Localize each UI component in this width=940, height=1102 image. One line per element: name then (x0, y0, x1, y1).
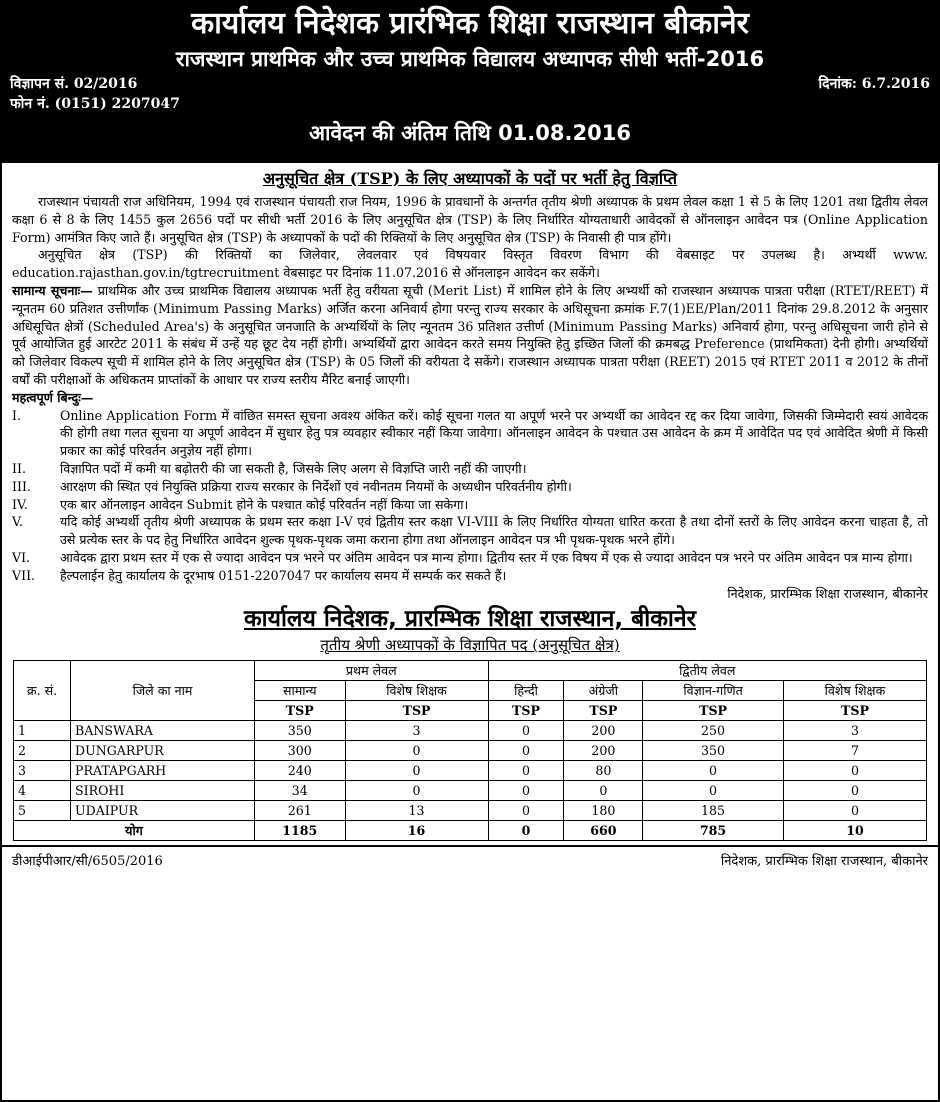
tsp-label: TSP (488, 701, 564, 721)
cell-science-math: 0 (643, 781, 784, 801)
item-text: आरक्षण की स्थित एवं नियुक्ति प्रक्रिया राज्य सरकार के निर्देशों एवं नवीनतम नियमों के अध्यधीन परिवर्तनीय होगी। (60, 478, 572, 494)
cell-english: 0 (564, 781, 643, 801)
table-row (14, 781, 927, 801)
general-info-label: सामान्य सूचनाः— (12, 282, 93, 298)
notice-footer (2, 845, 938, 869)
col-district: जिले का नाम (71, 661, 255, 721)
list-item (12, 478, 928, 496)
col-general: सामान्य (255, 681, 346, 701)
cell-special1: 0 (345, 761, 488, 781)
cell-general: 300 (255, 741, 346, 761)
cell-district: PRATAPGARH (71, 761, 255, 781)
advert-row (2, 74, 938, 94)
col-level1: प्रथम लेवल (255, 661, 489, 681)
cell-general: 34 (255, 781, 346, 801)
vacancy-table (13, 660, 927, 841)
cell-sno: 3 (14, 761, 71, 781)
tsp-label: TSP (255, 701, 346, 721)
list-item (12, 496, 928, 514)
list-item (12, 567, 928, 585)
table-office-title: कार्यालय निदेशक, प्रारम्भिक शिक्षा राजस्थान, बीकानेर (243, 606, 696, 633)
tsp-label: TSP (564, 701, 643, 721)
total-hindi: 0 (488, 821, 564, 841)
total-special1: 16 (345, 821, 488, 841)
tsp-label: TSP (643, 701, 784, 721)
table-subtitle: तृतीय श्रेणी अध्यापकों के विज्ञापित पद (अनुसूचित क्षेत्र) (320, 636, 620, 655)
table-row (14, 801, 927, 821)
table-row (14, 741, 927, 761)
list-item (12, 460, 928, 478)
tsp-label: TSP (783, 701, 926, 721)
cell-district: SIROHI (71, 781, 255, 801)
cell-district: DUNGARPUR (71, 741, 255, 761)
item-text: विज्ञापित पदों में कमी या बढ़ोतरी की जा सकती है, जिसके लिए अलग से विज्ञप्ति जारी नहीं की जाएगी। (60, 460, 527, 476)
item-number: VI. (12, 549, 31, 565)
col-special1: विशेष शिक्षक (345, 681, 488, 701)
advert-number: विज्ञापन सं. 02/2016 (10, 76, 138, 92)
cell-science-math: 250 (643, 721, 784, 741)
cell-special2: 0 (783, 781, 926, 801)
office-title: कार्यालय निदेशक प्रारंभिक शिक्षा राजस्थान बीकानेर (191, 6, 749, 41)
cell-science-math: 0 (643, 761, 784, 781)
cell-science-math: 185 (643, 801, 784, 821)
cell-special1: 0 (345, 781, 488, 801)
dipr-code: डीआईपीआर/सी/6505/2016 (12, 854, 163, 870)
item-number: V. (12, 514, 23, 530)
item-number: IV. (12, 496, 28, 512)
last-date: आवेदन की अंतिम तिथि 01.08.2016 (309, 121, 631, 145)
cell-hindi: 0 (488, 741, 564, 761)
table-total-row (14, 821, 927, 841)
cell-science-math: 350 (643, 741, 784, 761)
cell-sno: 4 (14, 781, 71, 801)
cell-hindi: 0 (488, 721, 564, 741)
tsp-label: TSP (345, 701, 488, 721)
cell-special2: 0 (783, 761, 926, 781)
col-level2: द्वितीय लेवल (488, 661, 926, 681)
col-hindi: हिन्दी (488, 681, 564, 701)
table-row (14, 721, 927, 741)
cell-special2: 3 (783, 721, 926, 741)
cell-special1: 13 (345, 801, 488, 821)
cell-general: 261 (255, 801, 346, 821)
total-english: 660 (564, 821, 643, 841)
item-number: II. (12, 460, 26, 476)
cell-english: 200 (564, 741, 643, 761)
cell-general: 350 (255, 721, 346, 741)
item-number: VII. (12, 567, 36, 583)
item-text: यदि कोई अभ्यर्थी तृतीय श्रेणी अध्यापक के प्रथम स्तर कक्षा I-V एवं द्वितीय स्तर कक्षा VI-VIII के लिए निर्धारित योग्यता धारित करता है तथा दोनों स्तरों के लिए आवेदन करना चाहता है, तो उसे प्रत्येक स्तर के पद हेतु निर्धारित आवेदन शुल्क पृथक-पृथक जमा कराना होगा तथा ऑनलाइन आवेदन पत्र भी पृथक-पृथक भरने होंगे। (60, 514, 928, 548)
cell-special1: 0 (345, 741, 488, 761)
col-special2: विशेष शिक्षक (783, 681, 926, 701)
list-item (12, 549, 928, 567)
item-text: Online Application Form में वांछित समस्त सूचना अवश्य अंकित करें। कोई सूचना गलत या अपूर्ण भरने पर अभ्यर्थी का आवेदन रद्द कर दिया जावेगा, जिसकी जिम्मेदारी स्वयं आवेदक की होगी तथा गलत सूचना या अपूर्ण आवेदन में सुधार हेतु पत्र व्यवहार स्वीकार नहीं किया जावेगा। ऑनलाइन आवेदन के पश्चात उस आवेदन के क्रम में आवेदित पद एवं आवेदित श्रेणी में किसी प्रकार का कोई परिवर्तन अनुज्ञेय नहीं होगा। (60, 407, 928, 459)
item-number: III. (12, 478, 31, 494)
notice-paragraph-1: राजस्थान पंचायती राज अधिनियम, 1994 एवं राजस्थान पंचायती राज नियम, 1996 के प्रावधानों के अन्तर्गत तृतीय श्रेणी अध्यापक के प्रथम लेवल कक्षा 1 से 5 के लिए 1201 तथा द्वितीय लेवल कक्षा 6 से 8 के लिए 1455 कुल 2656 पदों पर सीधी भर्ती 2016 के लिए अनुसूचित क्षेत्र (TSP) के लिए निर्धारित योग्यताधारी आवेदकों से ऑनलाइन आवेदन पत्र (Online Application Form) आमंत्रित किए जाते हैं। अनुसूचित क्षेत्र (TSP) के अध्यापकों के पदों की रिक्तियों के लिए अनुसूचित क्षेत्र (TSP) के निवासी ही पात्र होंगे। (12, 194, 928, 245)
table-header-row (14, 661, 927, 681)
total-general: 1185 (255, 821, 346, 841)
cell-general: 240 (255, 761, 346, 781)
notice-header (2, 2, 938, 163)
cell-hindi: 0 (488, 781, 564, 801)
important-points-list (12, 407, 928, 585)
table-row (14, 761, 927, 781)
recruitment-title: राजस्थान प्राथमिक और उच्च प्राथमिक विद्यालय अध्यापक सीधी भर्ती-2016 (175, 47, 765, 71)
footer-signature: निदेशक, प्रारम्भिक शिक्षा राजस्थान, बीकानेर (720, 854, 928, 870)
cell-special1: 3 (345, 721, 488, 741)
advert-date: दिनांक: 6.7.2016 (818, 76, 930, 92)
notice-signature: निदेशक, प्रारम्भिक शिक्षा राजस्थान, बीकानेर (727, 585, 928, 601)
item-text: एक बार ऑनलाइन आवेदन Submit होने के पश्चात कोई परिवर्तन नहीं किया जा सकेगा। (60, 496, 469, 512)
cell-hindi: 0 (488, 801, 564, 821)
cell-sno: 2 (14, 741, 71, 761)
col-english: अंग्रेजी (564, 681, 643, 701)
phone-number: फोन नं. (0151) 2207047 (10, 96, 180, 112)
cell-english: 80 (564, 761, 643, 781)
cell-sno: 1 (14, 721, 71, 741)
general-info (12, 282, 928, 389)
cell-hindi: 0 (488, 761, 564, 781)
cell-english: 200 (564, 721, 643, 741)
cell-district: BANSWARA (71, 721, 255, 741)
cell-english: 180 (564, 801, 643, 821)
item-number: I. (12, 407, 21, 423)
notice-title: अनुसूचित क्षेत्र (TSP) के लिए अध्यापकों के पदों पर भर्ती हेतु विज्ञप्ति (262, 169, 678, 188)
total-science-math: 785 (643, 821, 784, 841)
total-special2: 10 (783, 821, 926, 841)
col-science-math: विज्ञान-गणित (643, 681, 784, 701)
list-item (12, 407, 928, 460)
col-sno: क्र. सं. (14, 661, 71, 721)
cell-sno: 5 (14, 801, 71, 821)
total-label: योग (14, 821, 255, 841)
cell-special2: 0 (783, 801, 926, 821)
list-item (12, 513, 928, 549)
important-points-label: महत्वपूर्ण बिन्दुः— (12, 389, 94, 405)
item-text: आवेदक द्वारा प्रथम स्तर में एक से ज्यादा आवेदन पत्र भरने पर अंतिम आवेदन पत्र मान्य होगा। द्वितीय स्तर में एक विषय में एक से ज्यादा आवेदन पत्र भरने पर अंतिम आवेदन पत्र मान्य होगा। (60, 549, 913, 565)
cell-special2: 7 (783, 741, 926, 761)
notice-paragraph-2: अनुसूचित क्षेत्र (TSP) की रिक्तियों का जिलेवार, लेवलवार एवं विषयवार विस्तृत विवरण विभाग की वेबसाइट पर उपलब्ध है। अभ्यर्थी www. education.rajasthan.gov.in/tgtrecruitment वेबसाइट पर दिनांक 11.07.2016 से ऑनलाइन आवेदन कर सकेंगे। (12, 247, 928, 281)
notice-body (2, 163, 938, 656)
phone-row (2, 94, 938, 114)
cell-district: UDAIPUR (71, 801, 255, 821)
item-text: हैल्पलाईन हेतु कार्यालय के दूरभाष 0151-2207047 पर कार्यालय समय में सम्पर्क कर सकते हैं। (60, 567, 507, 583)
general-info-text: प्राथमिक और उच्च प्राथमिक विद्यालय अध्यापक भर्ती हेतु वरीयता सूची (Merit List) में शामिल होने के लिए अभ्यर्थी को राजस्थान अध्यापक पात्रता परीक्षा (RTET/REET) में न्यूनतम 60 प्रतिशत उत्तीर्णांक (Minimum Passing Marks) अर्जित करना अनिवार्य होगा परन्तु राज्य सरकार के अधिसूचना क्रमांक F.7(1)EE/Plan/2011 दिनांक 29.8.2012 के अनुसार अधिसूचित क्षेत्रों (Scheduled Area's) के अनुसूचित जनजाति के अभ्यर्थियों के लिए न्यूनतम 36 प्रतिशत उत्तीर्ण (Minimum Passing Marks) अनिवार्य होगा, परन्तु अधिसूचना जारी होने से पूर्व आयोजित हुई आरटेट 2011 के संबंध में उन्हें यह छूट देय नहीं होगी। अभ्यर्थियों द्वारा आवेदन करते समय नियुक्ति हेतु इच्छित जिलों की क्रमबद्ध Preference (प्राथमिकता) देनी होगी। अभ्यर्थियों को जिलेवार विकल्प सूची में शामिल होने के लिए अनुसूचित क्षेत्र (TSP) के 05 जिलों की वरीयता दे सकेंगे। राजस्थान अध्यापक पात्रता परीक्षा (REET) 2015 एवं RTET 2011 व 2012 के तीनों वर्षों की परीक्षाओं के अधिकतम प्राप्तांकों के आधार पर राज्य स्तरीय मैरिट बनाई जाएगी। (12, 282, 928, 387)
